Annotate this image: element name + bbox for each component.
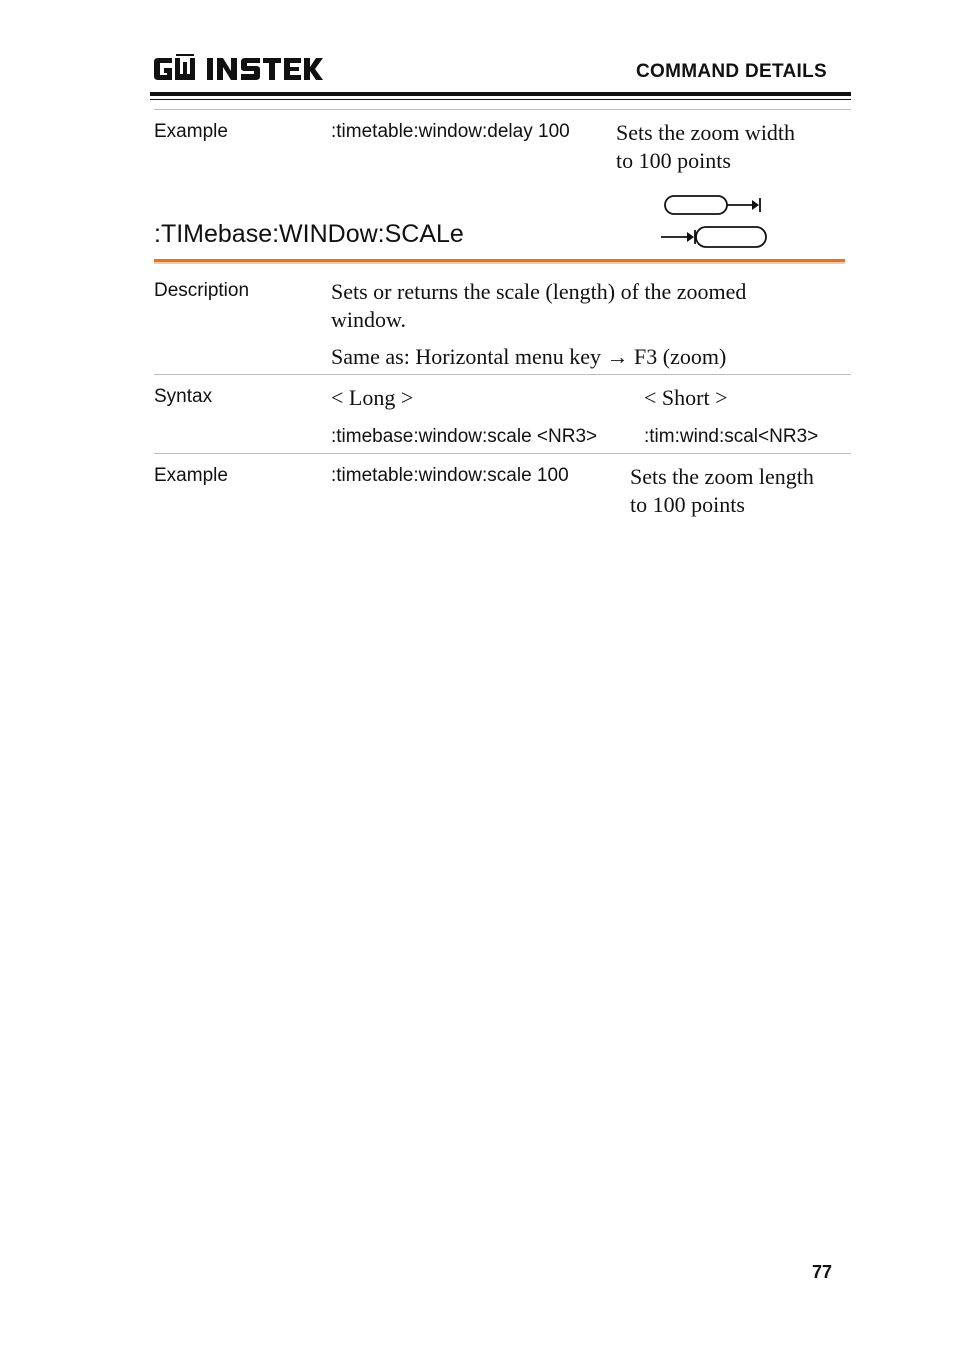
same-as-text: Same as: Horizontal menu key → F3 (zoom) — [331, 344, 727, 369]
syntax-long: :timebase:window:scale <NR3> — [331, 426, 598, 447]
syntax-short: :tim:wind:scal<NR3> — [644, 426, 819, 447]
example-description: Sets the zoom length — [630, 464, 814, 489]
header-rule-thin — [150, 99, 851, 100]
example-description: to 100 points — [630, 492, 745, 517]
description-text: window. — [331, 307, 406, 332]
section-title: COMMAND DETAILS — [636, 61, 827, 82]
divider — [154, 453, 851, 454]
syntax-label: Syntax — [154, 386, 213, 407]
heading-underline-shadow — [154, 262, 845, 264]
syntax-short-header: < Short > — [644, 385, 728, 410]
example-code: :timetable:window:scale 100 — [331, 465, 569, 486]
query-icon — [661, 227, 766, 247]
description-label: Description — [154, 280, 250, 301]
header-rule — [150, 92, 851, 96]
gw-instek-logo — [152, 52, 324, 86]
set-icon — [665, 196, 760, 214]
description-text: Sets or returns the scale (length) of the zoomed — [331, 279, 747, 304]
page-number: 77 — [812, 1262, 833, 1282]
example-label: Example — [154, 121, 228, 142]
command-heading: :TIMebase:WINDow:SCALe — [154, 220, 464, 248]
example-description: Sets the zoom width — [616, 120, 796, 145]
divider — [154, 109, 851, 110]
example-code: :timetable:window:delay 100 — [331, 121, 570, 142]
example-description: to 100 points — [616, 148, 731, 173]
syntax-long-header: < Long > — [331, 385, 414, 410]
divider — [154, 374, 851, 375]
example-label: Example — [154, 465, 228, 486]
